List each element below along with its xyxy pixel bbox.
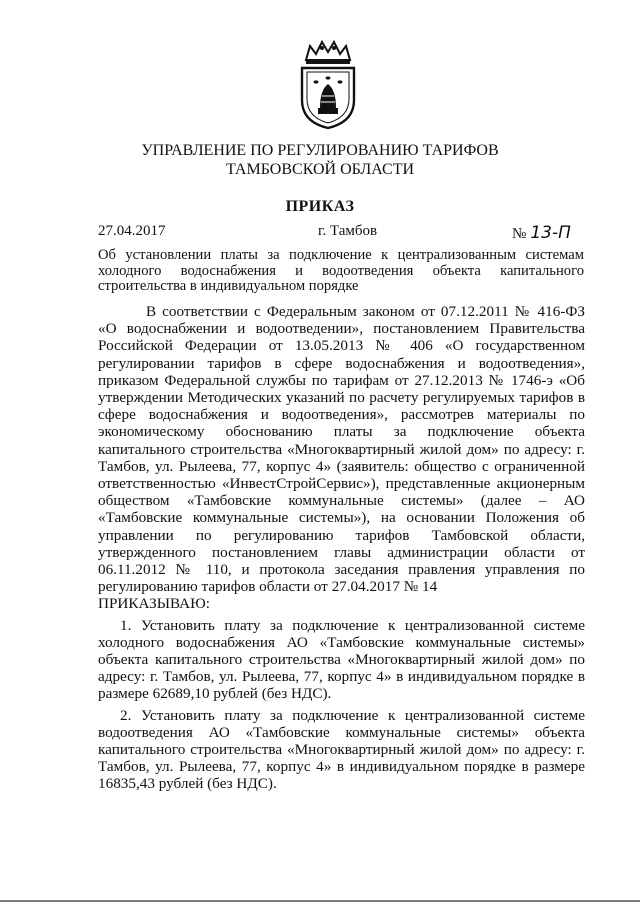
scan-bottom-edge <box>0 900 640 902</box>
document-number <box>512 223 571 243</box>
preamble-paragraph: В соответствии с Федеральным законом от 07.12.2011 № 416-ФЗ «О водоснабжении и водоотведении», постановлением Правительства Российской Федерации от 13.05.2013 № 406 «О государственном регулировании тарифов в сфере водоснабжения и водоотведения», приказом Федеральной службы по тарифам от 27.12.2013 № 1746-э «Об утверждении Методических указаний по расчету регулируемых тарифов в сфере водоснабжения и водоотведения», рассмотрев материалы по экономическому обоснованию платы за подключение объекта капитального строительства «Многоквартирный жилой дом» по адресу: г. Тамбов, ул. Рылеева, 77, корпус 4» (заявитель: общество с ограниченной ответственностью «ИнвестСтройСервис»), представленные акционерным обществом «Тамбовские коммунальные системы» (далее – АО «Тамбовские коммунальные системы»), на основании Положения об управлении по регулированию тарифов Тамбовской области, утвержденного постановлением главы администрации области от 06.11.2012 № 110, и протокола заседания правления управления по регулированию тарифов области от 27.04.2017 № 14 <box>98 303 585 596</box>
document-subject: Об установлении платы за подключение к централизованным системам холодного водоснабжения и водоотведения объекта капитального строительства в индивидуальном порядке <box>98 247 584 294</box>
document-date: 27.04.2017 <box>98 223 166 239</box>
document-city: г. Тамбов <box>318 223 378 239</box>
coat-of-arms-icon <box>292 38 364 132</box>
document-title: ПРИКАЗ <box>285 198 355 215</box>
number-prefix: № <box>512 226 527 242</box>
org-name-line1: УПРАВЛЕНИЕ ПО РЕГУЛИРОВАНИЮ ТАРИФОВ <box>141 142 499 159</box>
number-handwritten: 13-П <box>530 223 571 243</box>
document-body <box>98 303 585 793</box>
item-1-paragraph: 1. Установить плату за подключение к централизованной системе холодного водоснабжения АО «Тамбовские коммунальные системы» объекта капитального строительства «Многоквартирный жилой дом» по адресу: г. Тамбов, ул. Рылеева, 77, корпус 4» в индивидуальном порядке в размере 62689,10 рублей (без НДС). <box>98 616 585 703</box>
org-name-line2: ТАМБОВСКОЙ ОБЛАСТИ <box>225 161 415 178</box>
decree-word: ПРИКАЗЫВАЮ: <box>98 595 210 613</box>
item-2-paragraph: 2. Установить плату за подключение к централизованной системе водоотведения АО «Тамбовские коммунальные системы» объекта капитального строительства «Многоквартирный жилой дом» по адресу: г. Тамбов, ул. Рылеева, 77, корпус 4» в индивидуальном порядке в размере 16835,43 рублей (без НДС). <box>98 706 585 793</box>
